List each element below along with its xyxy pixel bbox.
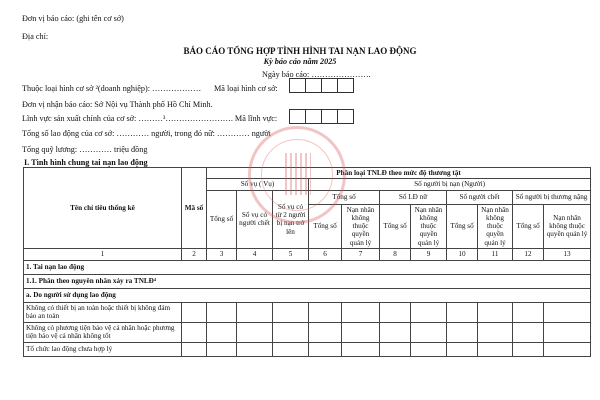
report-period: Kỳ báo cáo năm 2025 xyxy=(263,57,337,66)
column-number: 13 xyxy=(544,248,591,260)
header-indicator: Tên chỉ tiêu thống kê xyxy=(24,168,182,249)
column-number: 9 xyxy=(411,248,447,260)
subheader-nonmanaged: Nạn nhân không thuộc quyền quản lý xyxy=(411,204,447,248)
sector: Lĩnh vực sản xuất chính của cơ sở: ………³……………………. Mã lĩnh vực: xyxy=(22,114,278,123)
subheader-nonmanaged: Nạn nhân không thuộc quyền quản lý xyxy=(478,204,513,248)
statistics-table xyxy=(23,167,591,357)
table-row xyxy=(24,288,591,302)
column-number-row xyxy=(24,248,591,260)
enterprise-code-label: Mã loại hình cơ sở: xyxy=(214,84,278,93)
report-address: Địa chỉ: xyxy=(22,32,49,41)
enterprise-type: Thuộc loại hình cơ sở ²(doanh nghiệp): ……………… xyxy=(22,84,202,93)
workers: Tổng số lao động của cơ sở: ………… người, trong đó nữ: ………… người xyxy=(22,129,271,138)
row-label: Tổ chức lao động chưa hợp lý xyxy=(24,342,182,356)
receiver: Đơn vị nhận báo cáo: Sở Nội vụ Thành phố Hồ Chí Minh. xyxy=(22,100,213,109)
column-number: 12 xyxy=(513,248,544,260)
subheader-total: Tổng số xyxy=(513,204,544,248)
row-label: 1. Tai nạn lao động xyxy=(24,260,591,274)
header-victims-total: Tổng số xyxy=(309,190,380,204)
row-label: Không có thiết bị an toàn hoặc thiết bị không đảm bảo an toàn xyxy=(24,302,182,322)
header-cases-total: Tổng số xyxy=(207,190,237,248)
subheader-nonmanaged: Nạn nhân không thuộc quyền quản lý xyxy=(342,204,380,248)
report-title: BÁO CÁO TỔNG HỢP TÌNH HÌNH TAI NẠN LAO ĐỘNG xyxy=(183,46,417,56)
header-cases: Số vụ ( Vụ) xyxy=(207,179,309,190)
header-serious: Số người bị thương nặng xyxy=(513,190,591,204)
section-title: I. Tình hình chung tai nạn lao động xyxy=(24,158,148,167)
subheader-nonmanaged: Nạn nhân không thuộc quyền quản lý xyxy=(544,204,591,248)
header-fatal-cases: Số vụ có người chết xyxy=(237,190,273,248)
column-number: 6 xyxy=(309,248,342,260)
table-row xyxy=(24,342,591,356)
report-unit: Đơn vị báo cáo: (ghi tên cơ sở) xyxy=(22,14,124,23)
column-number: 5 xyxy=(273,248,309,260)
table-row xyxy=(24,322,591,342)
column-number: 7 xyxy=(342,248,380,260)
enterprise-code-boxes xyxy=(290,78,354,93)
report-date: Ngày báo cáo: …………………. xyxy=(262,70,371,79)
subheader-total: Tổng số xyxy=(309,204,342,248)
table-row xyxy=(24,260,591,274)
row-label: Không có phương tiện bảo vệ cá nhân hoặc phương tiện bảo vệ cá nhân không tốt xyxy=(24,322,182,342)
column-number: 4 xyxy=(237,248,273,260)
salary: Tổng quỹ lương: ………… triệu đồng xyxy=(22,145,148,154)
table-row xyxy=(24,302,591,322)
column-number: 3 xyxy=(207,248,237,260)
subheader-total: Tổng số xyxy=(380,204,411,248)
header-dead: Số người chết xyxy=(447,190,513,204)
row-label: a. Do người sử dụng lao động xyxy=(24,288,591,302)
column-number: 8 xyxy=(380,248,411,260)
row-label: 1.1. Phân theo nguyên nhân xảy ra TNLĐ⁴ xyxy=(24,274,591,288)
column-number: 2 xyxy=(182,248,207,260)
sector-code-boxes xyxy=(290,109,354,124)
column-number: 10 xyxy=(447,248,478,260)
column-number: 1 xyxy=(24,248,182,260)
column-number: 11 xyxy=(478,248,513,260)
header-code: Mã số xyxy=(182,168,207,249)
header-female: Số LĐ nữ xyxy=(380,190,447,204)
header-multi-victim-cases: Số vụ có từ 2 người bị nạn trở lên xyxy=(273,190,309,248)
header-victims: Số người bị nạn (Người) xyxy=(309,179,591,190)
subheader-total: Tổng số xyxy=(447,204,478,248)
table-row xyxy=(24,274,591,288)
header-classification: Phân loại TNLĐ theo mức độ thương tật xyxy=(207,168,591,179)
